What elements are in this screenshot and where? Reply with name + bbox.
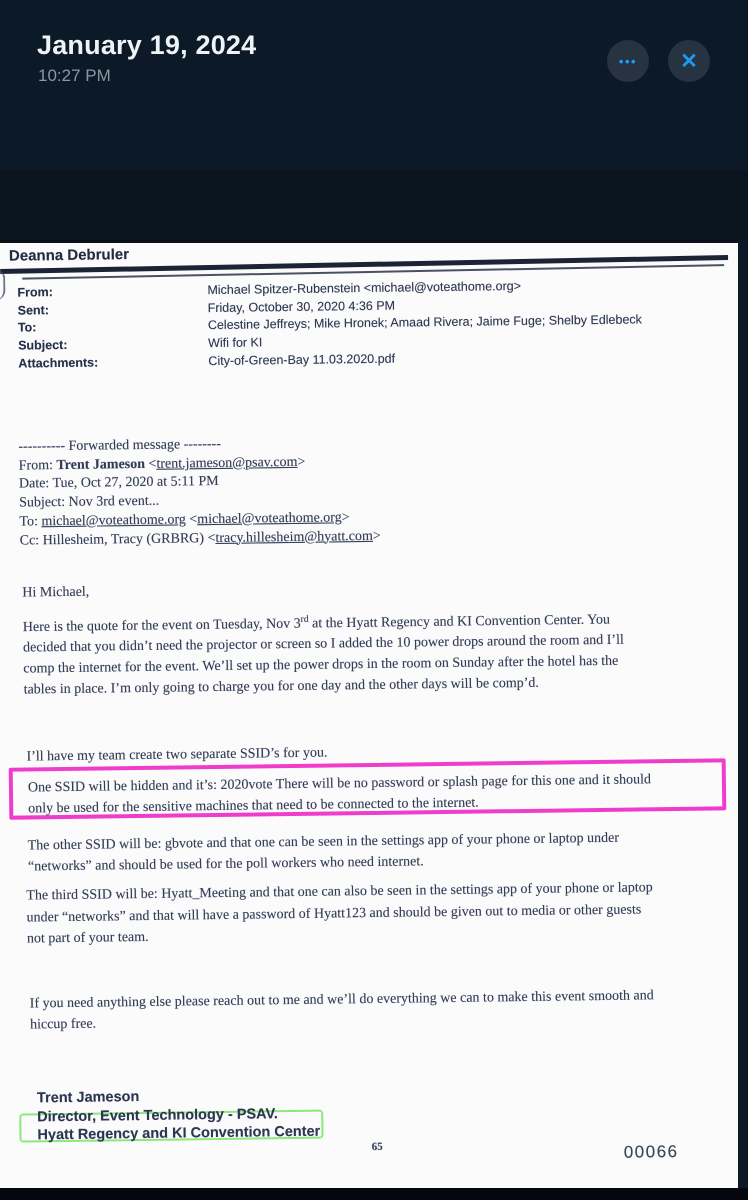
meta-value: City-of-Green-Bay 11.03.2020.pdf [208, 351, 396, 368]
meta-value: Friday, October 30, 2020 4:36 PM [207, 298, 396, 315]
photo-date: January 19, 2024 [37, 30, 257, 60]
forwarded-message-header: ---------- Forwarded message -------- From: Trent Jameson <trent.jameson@psav.com> Date: Tue, Oct 27, 2020 at 5:11 PM Subject: Nov 3rd event... To: michael@voteathome.org <michael@voteathome.org> Cc: Hillesheim, Tracy (GRBRG) <tracy.hillesheim@hyatt.com> [18, 436, 381, 549]
signature-block: Trent Jameson Director, Event Technology - PSAV. Hyatt Regency and KI Convention Center [36, 1089, 321, 1144]
scan-artifact [0, 271, 6, 301]
meta-label: Sent: [17, 302, 50, 318]
more-options-button[interactable] [607, 40, 649, 82]
paragraph-hyatt-meeting: The third SSID will be: Hyatt_Meeting and that one can also be seen in the settings app of your phone or laptop under “networks” and that will have a password of Hyatt123 and should be given out to media or other guests not part of your team. [26, 880, 653, 947]
paragraph-gbvote: The other SSID will be: gbvote and that one can be seen in the settings app of your phone or laptop under “networks” and should be used for the poll workers who need internet. [27, 830, 620, 875]
meta-label: To: [17, 320, 37, 335]
ellipsis-icon: ••• [618, 53, 638, 69]
meta-value: Celestine Jeffreys; Mike Hronek; Amaad Rivera; Jaime Fuge; Shelby Edlebeck [207, 312, 642, 333]
meta-label: Subject: [18, 338, 68, 353]
viewer-header [0, 0, 748, 110]
document-owner-name: Deanna Debruler [8, 246, 130, 265]
paragraph-quote: Here is the quote for the event on Tuesday, Nov 3rd at the Hyatt Regency and KI Convention Center. You decided that you didn’t need the projector or screen so I added the 10 power drops around the room and I’ll comp the internet for the event. We’ll set up the power drops in the room on Sunday after the hotel has the tables in place. I’m only going to charge you for one day and the other days will be comp’d. [22, 612, 624, 698]
scan-content [0, 240, 738, 1188]
greeting: Hi Michael, [22, 584, 90, 601]
meta-value: Michael Spitzer-Rubenstein <michael@voteathome.org> [207, 278, 522, 298]
scan-bottom-border [0, 1188, 748, 1200]
scanned-email-page[interactable] [0, 240, 738, 1188]
scan-top-border [0, 170, 748, 240]
meta-label: From: [17, 285, 53, 300]
page-number-right: 00066 [623, 1141, 679, 1162]
paragraph-ssid-intro: I’ll have my team create two separate SSID’s for you. [26, 745, 328, 765]
close-button[interactable] [668, 40, 710, 82]
pink-highlight-box: One SSID will be hidden and it’s: 2020vote There will be no password or splash page for this one and it should only be used for the sensitive machines that need to be connected to the internet. [9, 758, 727, 819]
paragraph-closing: If you need anything else please reach out to me and we’ll do everything we can to make this event smooth and hiccup free. [29, 988, 654, 1032]
page-number-center: 65 [371, 1140, 383, 1154]
photo-time: 10:27 PM [38, 66, 111, 85]
meta-label: Attachments: [18, 355, 99, 371]
email-meta-block [17, 276, 708, 374]
close-icon: ✕ [680, 49, 698, 73]
meta-value: Wifi for KI [208, 335, 263, 351]
